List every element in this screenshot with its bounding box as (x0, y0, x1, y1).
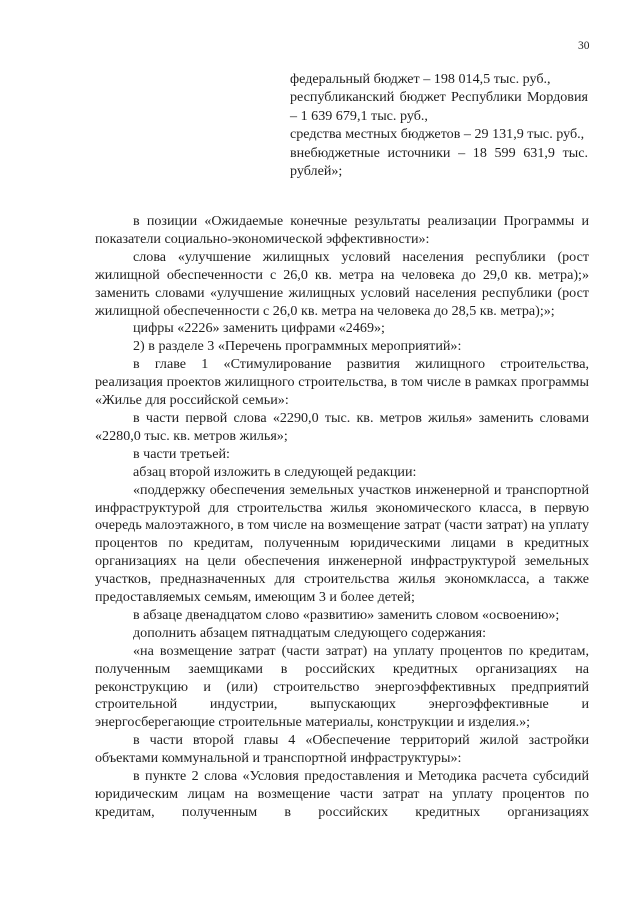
funding-line: средства местных бюджетов – 29 131,9 тыс. руб., (290, 126, 585, 143)
paragraph: дополнить абзацем пятнадцатым следующего содержания: (133, 624, 487, 641)
paragraph: слова «улучшение жилищных условий населения республики (рост жилищной обеспеченности с 26,0 кв. метра на человека до 29,0 кв. метра);» заменить словами «улучшение жилищных условий населения республики (рост жилищной обеспеченности с 26,0 кв. метра на человека до 28,5 кв. метра);»; (95, 248, 589, 319)
paragraph: в части второй главы 4 «Обеспечение территорий жилой застройки объектами коммунальной и транспортной инфраструктуры»: (95, 732, 589, 767)
paragraph: 2) в разделе 3 «Перечень программных мероприятий»: (133, 338, 462, 355)
document-body (95, 213, 589, 822)
paragraph: в главе 1 «Стимулирование развития жилищного строительства, реализация проектов жилищного строительства, в том числе в рамках программы «Жилье для российской семьи»: (95, 356, 589, 409)
funding-line: федеральный бюджет – 198 014,5 тыс. руб., (290, 71, 551, 87)
paragraph: в позиции «Ожидаемые конечные результаты реализации Программы и показатели социально-экономической эффективности»: (95, 213, 589, 247)
funding-line: республиканский бюджет Республики Мордовия – 1 639 679,1 тыс. руб., (290, 89, 588, 124)
paragraph: цифры «2226» заменить цифрами «2469»; (133, 320, 385, 337)
paragraph: «поддержку обеспечения земельных участков инженерной и транспортной инфраструктурой для строительства жилья экономического класса, в первую очередь малоэтажного, в том числе на возмещение затрат (части затрат) на уплату процентов по кредитам, полученным юридическими лицами в кредитных организациях на цели обеспечения инженерной инфраструктурой земельных участков, предназначенных для строительства жилья экономкласса, а также предоставляемых семьям, имеющим 3 и более детей; (95, 481, 589, 606)
paragraph: «на возмещение затрат (части затрат) на уплату процентов по кредитам, полученным заемщиками в российских кредитных организациях на реконструкцию и (или) строительство энергоэффективных предприятий строительной индустрии, выпускающих энергоэффективные и энергосберегающие строительные материалы, конструкции и изделия.»; (95, 642, 589, 731)
paragraph: абзац второй изложить в следующей редакции: (133, 463, 417, 480)
funding-sources-block (290, 70, 588, 180)
paragraph: в части первой слова «2290,0 тыс. кв. метров жилья» заменить словами «2280,0 тыс. кв. метров жилья»; (95, 409, 589, 444)
paragraph: в пункте 2 слова «Условия предоставления и Методика расчета субсидий юридическим лицам на возмещение части затрат на уплату процентов по кредитам, полученным в российских кредитных организациях (95, 768, 589, 820)
page-number: 30 (578, 40, 590, 52)
paragraph: в части третьей: (133, 445, 230, 462)
funding-line: внебюджетные источники – 18 599 631,9 тыс. рублей»; (290, 144, 588, 180)
paragraph: в абзаце двенадцатом слово «развитию» заменить словом «освоению»; (133, 606, 560, 623)
